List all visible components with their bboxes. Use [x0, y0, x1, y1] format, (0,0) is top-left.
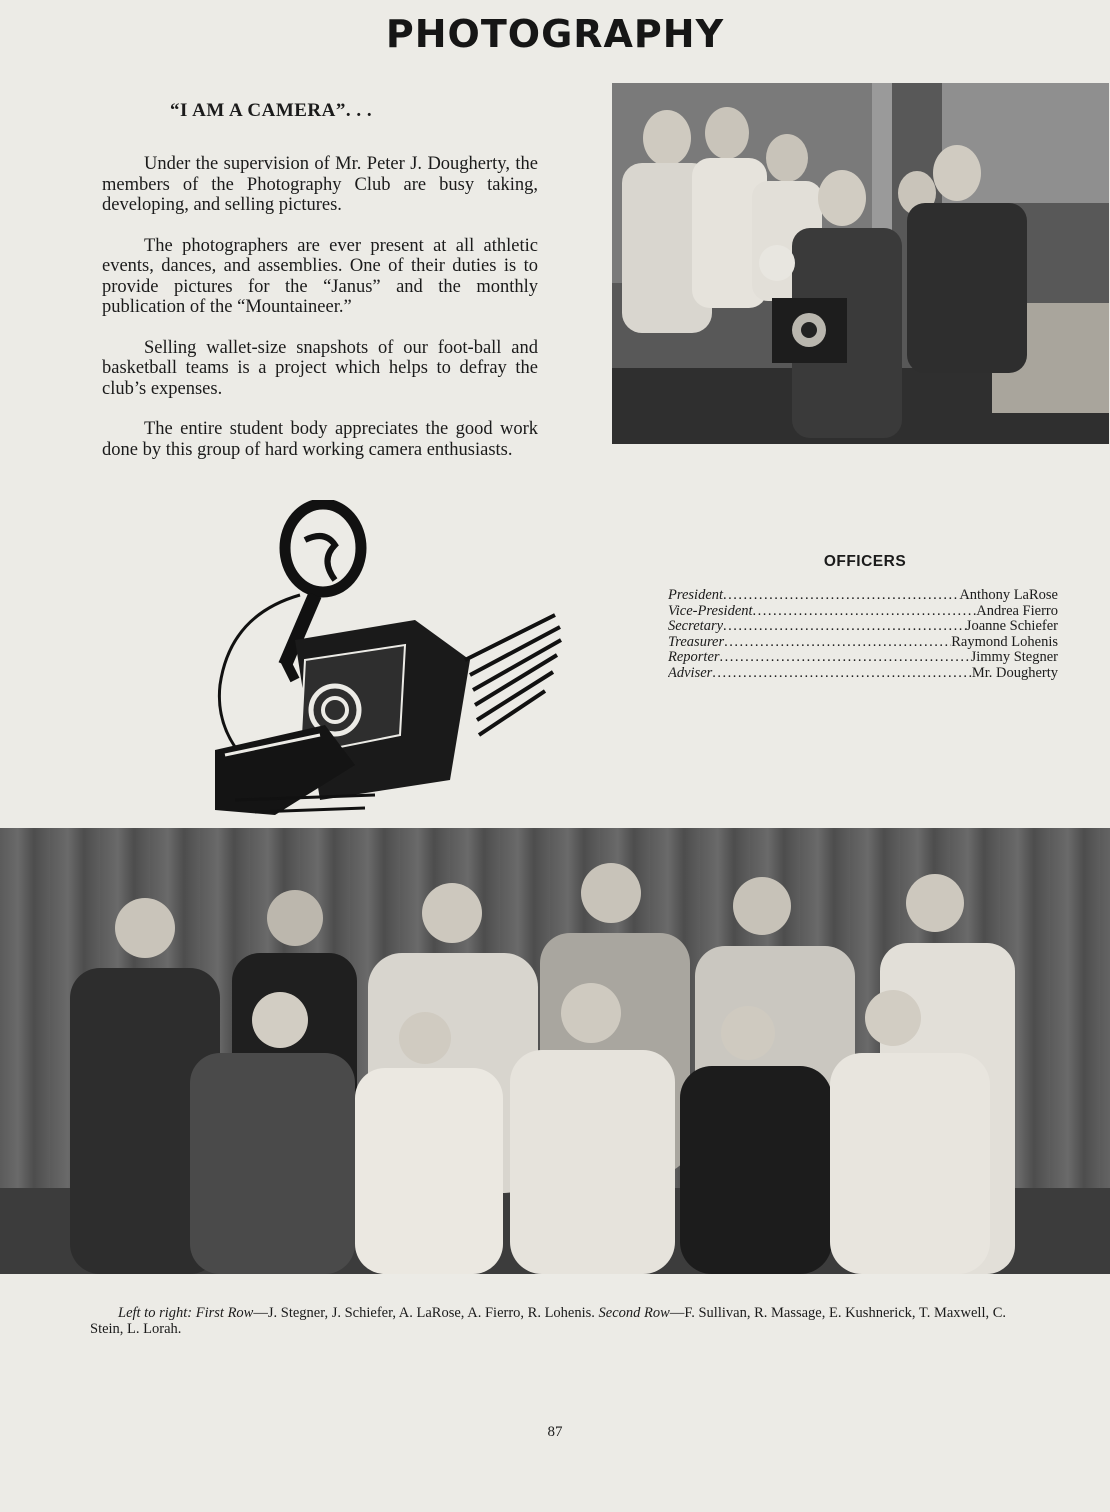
- page-title: PHOTOGRAPHY: [385, 12, 725, 56]
- officer-name: Raymond Lohenis: [951, 634, 1058, 650]
- officer-row: [668, 604, 1058, 620]
- caption-row1-label: First Row: [195, 1305, 254, 1321]
- officer-name: Andrea Fierro: [976, 603, 1058, 619]
- dot-leader: [753, 604, 977, 620]
- caption-row1-names: —J. Stegner, J. Schiefer, A. LaRose, A. Fierro, R. Lohenis.: [253, 1305, 595, 1321]
- club-photo-camera: [612, 83, 1109, 444]
- paragraph: Selling wallet-size snapshots of our foot-ball and basketball teams is a project which helps to defray the club’s expenses.: [102, 337, 538, 399]
- dot-leader: [723, 588, 959, 604]
- dot-leader: [720, 650, 971, 666]
- officer-role: Vice-President: [668, 603, 753, 619]
- camera-illustration: [205, 500, 565, 820]
- officer-row: [668, 619, 1058, 635]
- officer-role: President: [668, 588, 724, 603]
- page-number: 87: [547, 1424, 563, 1440]
- officer-name: Anthony LaRose: [959, 588, 1058, 603]
- caption-row2-label: Second Row: [598, 1305, 670, 1321]
- group-photo-drawing: [0, 828, 1110, 1274]
- officer-role: Secretary: [668, 619, 724, 635]
- dot-leader: [712, 666, 972, 682]
- officers-heading: OFFICERS: [823, 553, 907, 570]
- group-photo: [0, 828, 1110, 1274]
- caption-row2-names: —F. Sullivan, R. Massage, E. Kushnerick, T. Maxwell, C. Stein, L. Lorah.: [90, 1305, 1007, 1337]
- paragraph: Under the supervision of Mr. Peter J. Dougherty, the members of the Photography Club are busy taking, developing, and selling pictures.: [102, 154, 538, 215]
- dot-leader: [723, 619, 966, 635]
- officer-row: [668, 635, 1058, 651]
- officer-role: Treasurer: [668, 634, 725, 650]
- caption-lead: Left to right:: [118, 1305, 193, 1321]
- officer-name: Mr. Dougherty: [971, 665, 1058, 681]
- paragraph: The photographers are ever present at all athletic events, dances, and assemblies. One of their duties is to provide pictures for the “Janus” and the monthly publication of the “Mountaineer.”: [102, 235, 538, 317]
- officers-list: [668, 588, 1058, 682]
- officer-row: [668, 666, 1058, 682]
- intro-text: [102, 154, 538, 480]
- photo-caption: [90, 1305, 1020, 1337]
- dot-leader: [724, 635, 951, 651]
- officer-name: Joanne Schiefer: [965, 619, 1058, 635]
- paragraph: The entire student body appreciates the good work done by this group of hard working camera enthusiasts.: [102, 419, 538, 460]
- officer-role: Reporter: [668, 650, 720, 666]
- officer-name: Jimmy Stegner: [970, 650, 1058, 666]
- officer-role: Adviser: [668, 665, 713, 681]
- club-photo-drawing: [612, 83, 1109, 444]
- officer-row: [668, 650, 1058, 666]
- officer-row: [668, 588, 1058, 604]
- subheading: “I AM A CAMERA”. . .: [170, 100, 373, 121]
